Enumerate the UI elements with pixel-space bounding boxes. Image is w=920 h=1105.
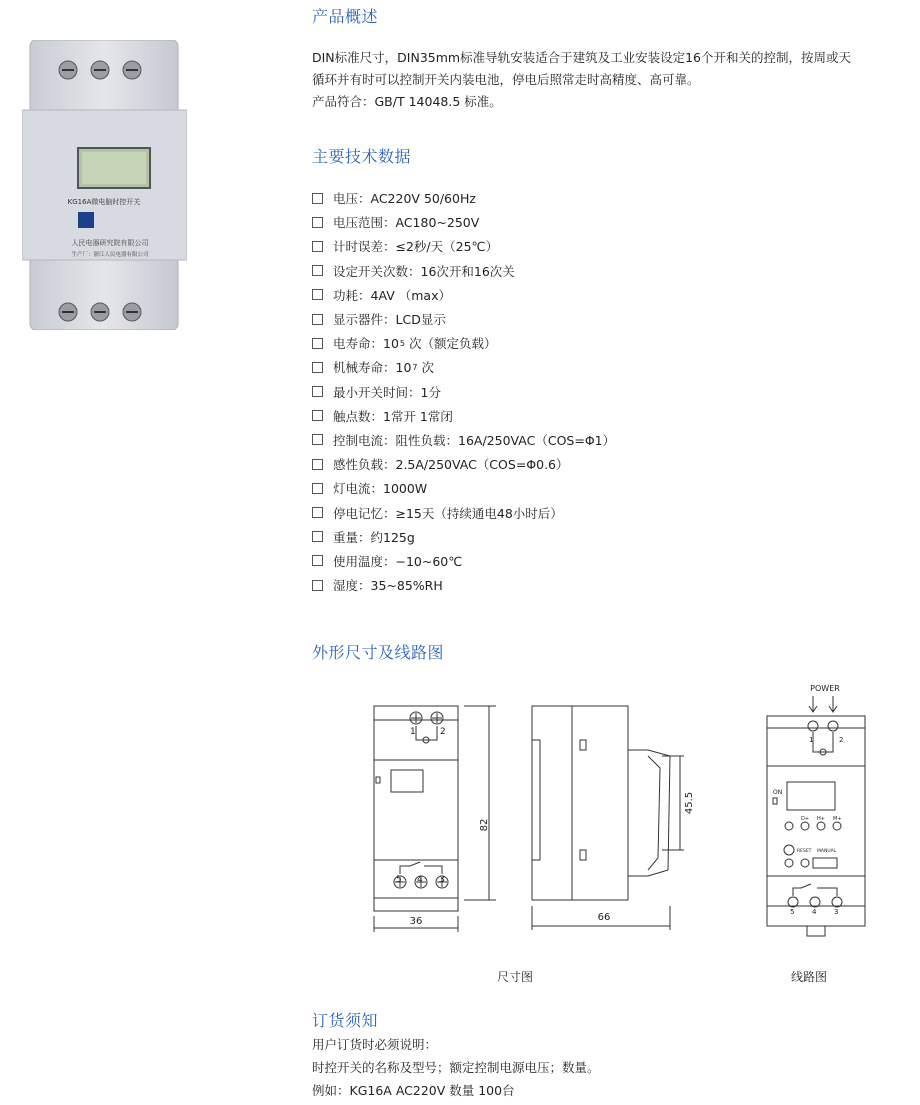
terminal-5-label: 5	[396, 875, 402, 885]
d-button-label: D+	[801, 816, 810, 822]
spec-text: 机械寿命：10	[333, 360, 412, 376]
checkbox-icon	[312, 483, 323, 494]
circuit-drawing-caption: 线路图	[791, 970, 828, 984]
overview-title: 产品概述	[312, 7, 379, 26]
checkbox-icon	[312, 289, 323, 300]
dimension-depth: 66	[597, 912, 611, 923]
checkbox-icon	[312, 459, 323, 470]
checkbox-icon	[312, 193, 323, 204]
manual-label: MANUAL	[817, 849, 837, 854]
overview-line-2: 循环并有时可以控制开关内装电池，停电后照常走时高精度、高可靠。	[312, 72, 700, 87]
spec-text: 停电记忆：≥15天（持续通电48小时后）	[333, 505, 563, 521]
spec-item	[312, 452, 615, 476]
spec-text: 使用温度：−10~60℃	[333, 553, 463, 569]
dimensions-title: 外形尺寸及线路图	[312, 643, 445, 662]
checkbox-icon	[312, 338, 323, 349]
spec-item	[312, 210, 615, 234]
specs-title: 主要技术数据	[312, 147, 412, 166]
checkbox-icon	[312, 265, 323, 276]
spec-item	[312, 259, 615, 283]
product-photo	[22, 40, 187, 330]
terminal-4-label: 4	[812, 908, 817, 916]
spec-text-tail: 次（额定负载）	[409, 336, 497, 352]
terminal-1-label: 1	[410, 727, 416, 737]
terminal-3-label: 3	[834, 908, 839, 916]
terminal-5-label: 5	[790, 908, 795, 916]
spec-text: 最小开关时间：1分	[333, 384, 441, 400]
spec-item	[312, 525, 615, 549]
spec-item	[312, 331, 615, 355]
spec-text: 灯电流：1000W	[333, 481, 428, 497]
spec-text: 电压范围：AC180~250V	[333, 215, 480, 231]
dimension-height: 82	[479, 818, 490, 832]
spec-item	[312, 549, 615, 573]
size-drawing-caption: 尺寸图	[497, 970, 534, 984]
spec-text: 感性负载：2.5A/250VAC（COS=Φ0.6）	[333, 457, 569, 473]
overview-line-1: DIN标准尺寸，DIN35mm标准导轨安装适合于建筑及工业安装设定16个开和关的控制，按周或天	[312, 50, 851, 65]
checkbox-icon	[312, 580, 323, 591]
spec-item	[312, 234, 615, 258]
checkbox-icon	[312, 507, 323, 518]
checkbox-icon	[312, 386, 323, 397]
front-view-drawing	[360, 700, 510, 940]
spec-item	[312, 380, 615, 404]
spec-text: 触点数：1常开 1常闭	[333, 408, 453, 424]
photo-maker-label: 人民电器研究院有限公司	[71, 239, 149, 247]
spec-text: 计时误差：≤2秒/天（25℃）	[333, 239, 499, 255]
spec-item	[312, 283, 615, 307]
checkbox-icon	[312, 362, 323, 373]
checkbox-icon	[312, 410, 323, 421]
checkbox-icon	[312, 314, 323, 325]
checkbox-icon	[312, 555, 323, 566]
circuit-diagram	[755, 680, 880, 945]
order-title: 订货须知	[312, 1011, 379, 1030]
power-label: POWER	[810, 684, 840, 693]
photo-producer-label: 生产厂：浙江人民电器有限公司	[71, 252, 149, 258]
terminal-2-label: 2	[839, 736, 844, 744]
overview-text	[312, 47, 902, 113]
terminal-1-label: 1	[809, 736, 814, 744]
spec-exponent: 5	[399, 338, 405, 348]
spec-text: 重量：约125g	[333, 529, 415, 545]
spec-item	[312, 404, 615, 428]
spec-item	[312, 476, 615, 500]
spec-item	[312, 355, 615, 379]
spec-item	[312, 307, 615, 331]
h-button-label: H+	[817, 816, 825, 822]
side-view-drawing	[520, 700, 710, 940]
spec-item	[312, 573, 615, 597]
spec-text: 显示器件：LCD显示	[333, 312, 446, 328]
checkbox-icon	[312, 434, 323, 445]
order-line-3: 例如：KG16A AC220V 数量 100台	[312, 1083, 515, 1098]
terminal-4-label: 4	[417, 875, 423, 885]
checkbox-icon	[312, 531, 323, 542]
dimension-rail: 45.5	[684, 791, 695, 815]
spec-exponent: 7	[412, 362, 418, 372]
order-line-2: 时控开关的名称及型号；额定控制电源电压；数量。	[312, 1060, 600, 1075]
overview-line-3: 产品符合：GB/T 14048.5 标准。	[312, 94, 502, 109]
spec-text: 设定开关次数：16次开和16次关	[333, 263, 515, 279]
terminal-3-label: 3	[439, 875, 445, 885]
m-button-label: M+	[833, 816, 842, 822]
order-line-1: 用户订货时必须说明：	[312, 1037, 438, 1052]
spec-item	[312, 186, 615, 210]
spec-text: 控制电流：阻性负载：16A/250VAC（COS=Φ1）	[333, 432, 616, 448]
dimension-width: 36	[409, 916, 423, 927]
checkbox-icon	[312, 217, 323, 228]
photo-model-label: KG16A微电脑时控开关	[67, 198, 141, 206]
spec-item	[312, 428, 615, 452]
spec-text: 电寿命：10	[333, 336, 399, 352]
spec-text: 电压：AC220V 50/60Hz	[333, 191, 476, 207]
terminal-2-label: 2	[440, 727, 446, 737]
on-label: ON	[773, 789, 783, 796]
spec-text: 功耗：4AV （max）	[333, 287, 451, 303]
spec-list	[312, 186, 615, 597]
spec-text: 湿度：35~85%RH	[333, 578, 443, 594]
spec-text-tail: 次	[421, 360, 435, 376]
spec-item	[312, 500, 615, 524]
checkbox-icon	[312, 241, 323, 252]
reset-label: RESET	[797, 849, 812, 854]
